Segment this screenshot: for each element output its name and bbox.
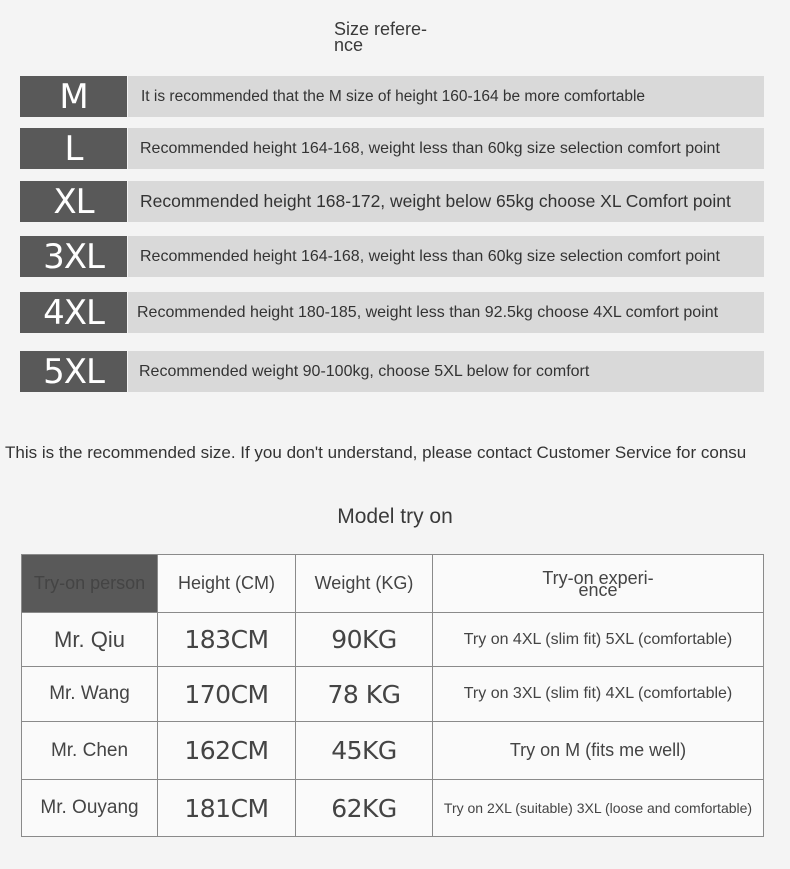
table-header-row	[22, 555, 764, 613]
size-row-3xl	[20, 236, 764, 277]
height-value: 181CM	[158, 780, 296, 837]
table-row	[22, 667, 764, 722]
size-row-5xl	[20, 351, 764, 392]
person-name: Mr. Wang	[22, 667, 158, 722]
size-recommendation: It is recommended that the M size of height 160-164 be more comfortable	[128, 76, 764, 117]
size-badge: L	[20, 128, 127, 169]
person-name: Mr. Chen	[22, 722, 158, 780]
experience-value: Try on M (fits me well)	[433, 722, 764, 780]
size-badge: 5XL	[20, 351, 127, 392]
size-badge: 3XL	[20, 236, 127, 277]
person-name: Mr. Qiu	[22, 613, 158, 667]
height-value: 170CM	[158, 667, 296, 722]
table-row	[22, 722, 764, 780]
weight-value: 45KG	[296, 722, 433, 780]
size-recommendation: Recommended height 164-168, weight less than 60kg size selection comfort point	[128, 236, 764, 277]
size-row-l	[20, 128, 764, 169]
header-weight: Weight (KG)	[296, 555, 433, 613]
size-row-m	[20, 76, 764, 117]
try-on-table	[21, 554, 764, 837]
size-reference-title: Size refere- nce	[334, 19, 428, 55]
size-badge: 4XL	[20, 292, 127, 333]
weight-value: 90KG	[296, 613, 433, 667]
height-value: 162CM	[158, 722, 296, 780]
size-recommendation: Recommended height 180-185, weight less than 92.5kg choose 4XL comfort point	[128, 292, 764, 333]
header-person: Try-on person	[22, 555, 158, 613]
height-value: 183CM	[158, 613, 296, 667]
experience-value: Try on 2XL (suitable) 3XL (loose and comfortable)	[433, 780, 764, 837]
weight-value: 78 KG	[296, 667, 433, 722]
size-note: This is the recommended size. If you don't understand, please contact Customer Service for consu	[5, 443, 747, 462]
table-row	[22, 780, 764, 837]
experience-value: Try on 4XL (slim fit) 5XL (comfortable)	[433, 613, 764, 667]
model-try-on-title: Model try on	[337, 505, 453, 528]
header-height: Height (CM)	[158, 555, 296, 613]
size-recommendation: Recommended height 168-172, weight below 65kg choose XL Comfort point	[128, 181, 764, 222]
size-badge: M	[20, 76, 127, 117]
size-recommendation: Recommended height 164-168, weight less than 60kg size selection comfort point	[128, 128, 764, 169]
person-name: Mr. Ouyang	[22, 780, 158, 837]
weight-value: 62KG	[296, 780, 433, 837]
header-experience: Try-on experi- ence	[433, 555, 764, 613]
size-recommendation: Recommended weight 90-100kg, choose 5XL below for comfort	[128, 351, 764, 392]
size-badge: XL	[20, 181, 127, 222]
size-row-xl	[20, 181, 764, 222]
experience-value: Try on 3XL (slim fit) 4XL (comfortable)	[433, 667, 764, 722]
size-row-4xl	[20, 292, 764, 333]
table-row	[22, 613, 764, 667]
